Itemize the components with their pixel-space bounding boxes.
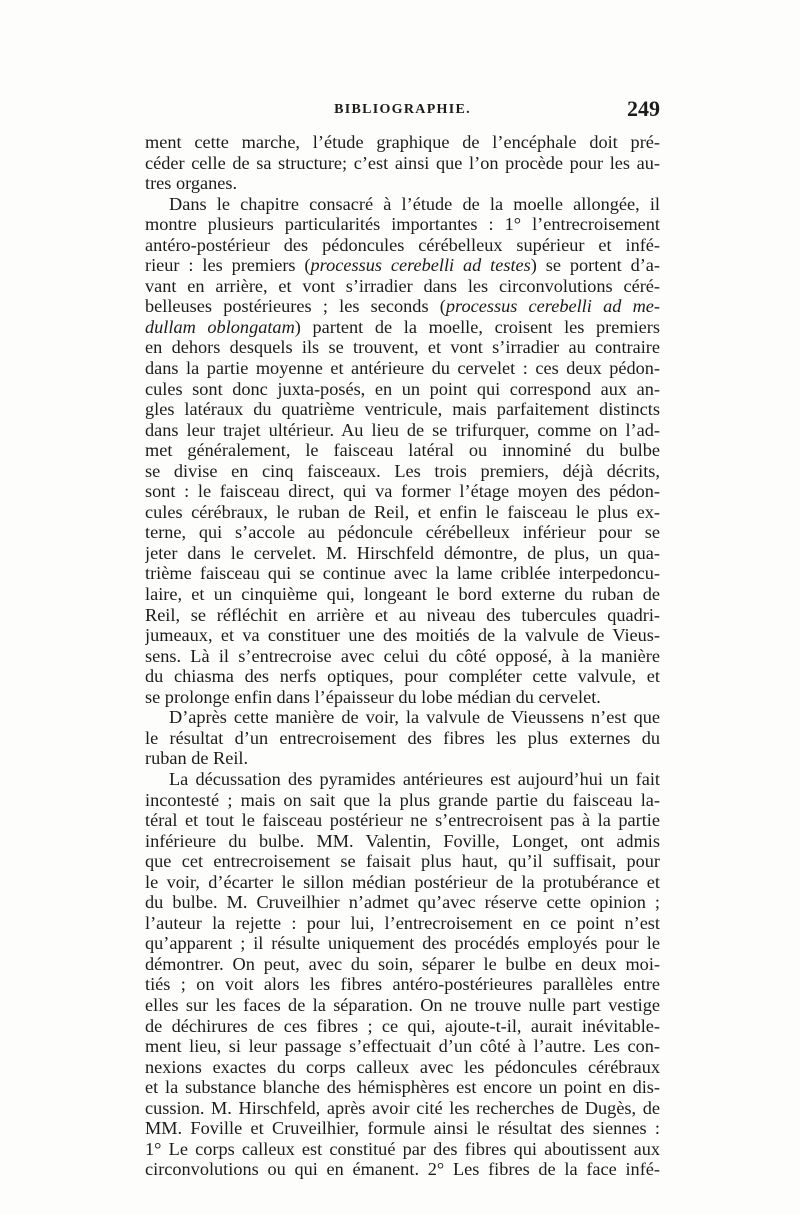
text-line: jeter dans le cervelet. M. Hirschfeld démontre, de plus, un qua-	[145, 542, 660, 563]
text-line: de déchirures de ces fibres ; ce qui, ajoute-t-il, aurait inévitable-	[145, 1015, 660, 1036]
text-line: trième faisceau qui se continue avec la lame criblée interpedoncu-	[145, 563, 660, 584]
text-line: La décussation des pyramides antérieures est aujourd’hui un fait	[169, 768, 660, 789]
text-line: téral et tout le faisceau postérieur ne s’entrecroisent pas à la partie	[145, 810, 660, 831]
text-line: se divise en cinq faisceaux. Les trois premiers, déjà décrits,	[145, 460, 660, 481]
text-line: ruban de Reil.	[145, 748, 249, 769]
text-line: nexions exactes du corps calleux avec les pédoncules cérébraux	[145, 1056, 660, 1077]
text-line: terne, qui s’accole au pédoncule cérébelleux inférieur pour se	[145, 522, 660, 543]
text-line: l’auteur la rejette : pour lui, l’entrecroisement en ce point n’est	[145, 912, 660, 933]
text-line: gles latéraux du quatrième ventricule, mais parfaitement distincts	[145, 399, 660, 420]
text-line: incontesté ; mais on sait que la plus grande partie du faisceau la-	[145, 789, 660, 810]
running-head	[145, 96, 660, 124]
text-line: MM. Foville et Cruveilhier, formule ainsi le résultat des siennes :	[145, 1118, 660, 1139]
text-line: le résultat d’un entrecroisement des fibres les plus externes du	[145, 727, 660, 748]
text-line: met généralement, le faisceau latéral ou innominé du bulbe	[145, 440, 660, 461]
text-line: que cet entrecroisement se faisait plus haut, qu’il suffisait, pour	[145, 851, 660, 872]
text-line: circonvolutions ou qui en émanent. 2° Les fibres de la face infé-	[145, 1159, 660, 1180]
text-line: rieur : les premiers (processus cerebelli ad testes) se portent d’a-	[145, 255, 660, 276]
text-line: démontrer. On peut, avec du soin, séparer le bulbe en deux moi-	[145, 953, 660, 974]
text-line: cules cérébraux, le ruban de Reil, et enfin le faisceau le plus ex-	[145, 501, 660, 522]
text-line: qu’apparent ; il résulte uniquement des procédés employés pour le	[145, 933, 660, 954]
text-line: Dans le chapitre consacré à l’étude de la moelle allongée, il	[169, 193, 660, 214]
text-line: elles sur les faces de la séparation. On ne trouve nulle part vestige	[145, 994, 660, 1015]
text-line: vant en arrière, et vont s’irradier dans les circonvolutions céré-	[145, 275, 660, 296]
text-line: cussion. M. Hirschfeld, après avoir cité les recherches de Dugès, de	[145, 1097, 660, 1118]
text-line: dullam oblongatam) partent de la moelle, croisent les premiers	[145, 316, 660, 337]
text-line: montre plusieurs particularités importantes : 1° l’entrecroisement	[145, 214, 660, 235]
text-line: sens. Là il s’entrecroise avec celui du côté opposé, à la manière	[145, 645, 660, 666]
text-line: dans la partie moyenne et antérieure du cervelet : ces deux pédon-	[145, 358, 660, 379]
text-line: ment cette marche, l’étude graphique de l’encéphale doit pré-	[145, 132, 660, 152]
text-line: le voir, d’écarter le sillon médian postérieur de la protubérance et	[145, 871, 660, 892]
text-line: sont : le faisceau direct, qui va former l’étage moyen des pédon-	[145, 481, 660, 502]
text-line: Reil, se réfléchit en arrière et au niveau des tubercules quadri-	[145, 604, 660, 625]
text-line: et la substance blanche des hémisphères est encore un point en dis-	[145, 1077, 660, 1098]
text-line: en dehors desquels ils se trouvent, et vont s’irradier au contraire	[145, 337, 660, 358]
text-line: du chiasma des nerfs optiques, pour compléter cette valvule, et	[145, 666, 660, 687]
body-text	[145, 132, 660, 1180]
text-line: inférieure du bulbe. MM. Valentin, Foville, Longet, ont admis	[145, 830, 660, 851]
text-line: D’après cette manière de voir, la valvule de Vieussens n’est que	[169, 707, 660, 728]
running-title: BIBLIOGRAPHIE.	[334, 102, 471, 117]
text-line: dans leur trajet ultérieur. Au lieu de se trifurquer, comme on l’ad-	[145, 419, 660, 440]
text-line: cules sont donc juxta-posés, en un point qui correspond aux an-	[145, 378, 660, 399]
text-line: céder celle de sa structure; c’est ainsi que l’on procède pour les au-	[145, 152, 660, 173]
text-line: tiés ; on voit alors les fibres antéro-postérieures parallèles entre	[145, 974, 660, 995]
text-line: du bulbe. M. Cruveilhier n’admet qu’avec réserve cette opinion ;	[145, 892, 660, 913]
text-line: tres organes.	[145, 173, 238, 194]
text-line: laire, et un cinquième qui, longeant le bord externe du ruban de	[145, 584, 660, 605]
text-line: belleuses postérieures ; les seconds (processus cerebelli ad me-	[145, 296, 660, 317]
text-line: jumeaux, et va constituer une des moitiés de la valvule de Vieus-	[145, 625, 660, 646]
text-line: se prolonge enfin dans l’épaisseur du lobe médian du cervelet.	[145, 686, 601, 707]
text-line: antéro-postérieur des pédoncules cérébelleux supérieur et infé-	[145, 234, 660, 255]
text-line: 1° Le corps calleux est constitué par des fibres qui aboutissent aux	[145, 1138, 660, 1159]
text-line: ment lieu, si leur passage s’effectuait d’un côté à l’autre. Les con-	[145, 1036, 660, 1057]
page-number: 249	[627, 96, 660, 121]
